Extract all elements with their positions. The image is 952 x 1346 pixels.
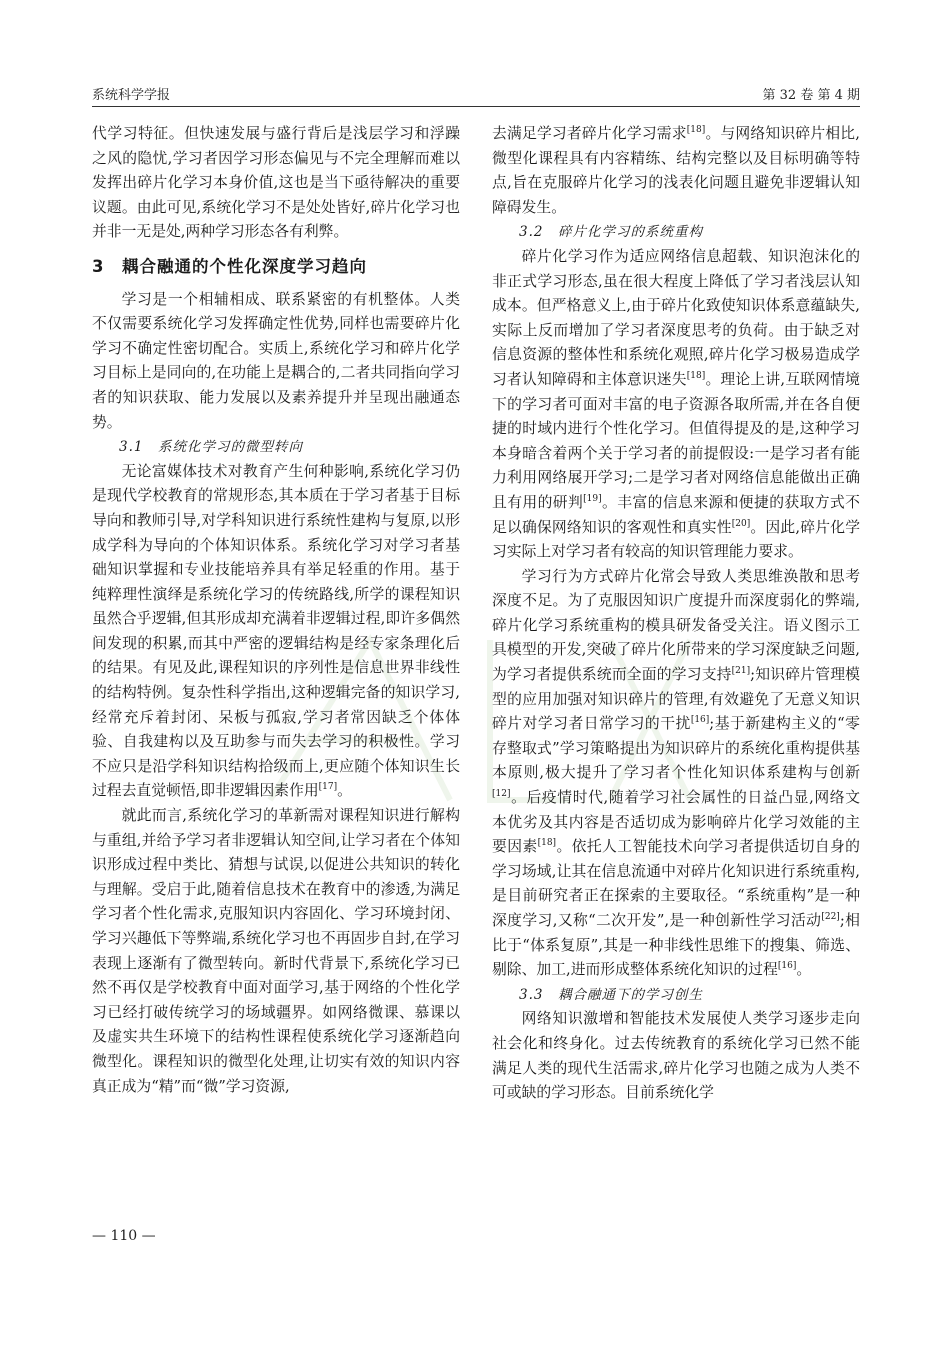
- paragraph: 代学习特征。但快速发展与盛行背后是浅层学习和浮躁之风的隐忧,学习者因学习形态偏见与不完全理解而难以发挥出碎片化学习本身价值,这也是当下亟待解决的重要议题。由此可见,系统化学习不是处处皆好,碎片化学习也并非一无是处,两种学习形态各有利弊。: [92, 125, 460, 241]
- citation: [21]: [731, 666, 751, 677]
- citation: [18]: [686, 125, 706, 136]
- subsection-heading: 3.1 系统化学习的微型转向: [119, 439, 303, 456]
- citation: [18]: [686, 371, 706, 382]
- paragraph-text: 。: [796, 961, 812, 979]
- paragraph-text: ;知识碎片管理模型的应用加强对知识碎片的管理,有效避免了无意义知识碎片对学习者日常学习的干扰: [492, 666, 860, 733]
- subsection-heading: 3.3 耦合融通下的学习创生: [519, 986, 703, 1003]
- paragraph-text: 去满足学习者碎片化学习需求: [492, 125, 687, 142]
- paragraph: 就此而言,系统化学习的革新需对课程知识进行解构与重组,并给予学习者非逻辑认知空间,让学习者在个体知识形成过程中类比、猜想与试误,以促进公共知识的转化与理解。受启于此,随着信息技术在教育中的渗透,为满足学习者个性化需求,克服知识内容固化、学习环境封闭、学习兴趣低下等弊端,系统化学习也不再固步自封,在学习表现上逐渐有了微型转向。新时代背景下,系统化学习已然不再仅是学校教育中面对面学习,基于网络的个性化学习已经打破传统学习的场域疆界。如网络微课、慕课以及虚实共生环境下的结构性课程使系统化学习逐渐趋向微型化。课程知识的微型化处理,让切实有效的知识内容真正成为“精”而“微”学习资源,: [92, 807, 460, 1095]
- citation: [20]: [731, 518, 751, 529]
- header-rule: [92, 106, 860, 107]
- paragraph-text: 。丰富的信息来源和便捷的获取方式不足以确保网络知识的客观性和真实性: [492, 493, 860, 536]
- citation: [18]: [537, 838, 557, 849]
- paragraph-text: 。依托人工智能技术向学习者提供适切自身的学习场域,让其在信息流通中对碎片化知识进行系统重构,是目前研究者正在探索的主要取径。“系统重构”是一种深度学习,又称“二次开发”,是一种创新性学习活动: [492, 838, 860, 929]
- left-column: [92, 122, 460, 1232]
- paragraph-text: 。: [337, 782, 352, 800]
- paragraph: 学习是一个相辅相成、联系紧密的有机整体。人类不仅需要系统化学习发挥确定性优势,同样也需要碎片化学习不确定性密切配合。实质上,系统化学习和碎片化学习目标上是同向的,在功能上是耦合的,二者共同指向学习者的知识获取、能力发展以及素养提升并呈现出融通态势。: [92, 290, 460, 431]
- paragraph: [492, 122, 860, 220]
- journal-name: 系统科学学报: [92, 88, 171, 103]
- right-column: [492, 122, 860, 1232]
- citation: [12]: [492, 789, 511, 800]
- citation: [19]: [583, 493, 602, 504]
- paragraph-text: 无论富媒体技术对教育产生何种影响,系统化学习仍是现代学校教育的常规形态,其本质在于学习者基于目标导向和教师引导,对学科知识进行系统性建构与复原,以形成学科为导向的个体知识体系。系统化学习对学习者基础知识掌握和专业技能培养具有举足轻重的作用。基于纯粹理性演绎是系统化学习的传统路线,所学的课程知识虽然合乎逻辑,但其形成却充满着非逻辑过程,即许多偶然间发现的积累,而其中严密的逻辑结构是经专家条理化后的结果。有见及此,课程知识的序列性是信息世界非线性的结构特例。复杂性科学指出,这种逻辑完备的知识学习,经常充斥着封闭、呆板与孤寂,学习者常因缺乏个体体验、自我建构以及互助参与而失去学习的积极性。学习不应只是沿学科知识结构拾级而上,更应随个体知识生长过程去直觉顿悟,即非逻辑因素作用: [92, 462, 460, 800]
- issue-info: 第 32 卷 第 4 期: [762, 88, 860, 103]
- paragraph: 网络知识激增和智能技术发展使人类学习逐步走向社会化和终身化。过去传统教育的系统化学习已然不能满足人类的现代生活需求,碎片化学习也随之成为人类不可或缺的学习形态。目前系统化学: [492, 1010, 860, 1102]
- citation: [17]: [318, 782, 338, 793]
- paragraph-text: 。与网络知识碎片相比,微型化课程具有内容精练、结构完整以及目标明确等特点,旨在克服碎片化学习的浅表化问题且避免非逻辑认知障碍发生。: [492, 125, 860, 216]
- paragraph-text: ;基于新建构主义的“零存整取式”学习策略提出为知识碎片的系统化重构提供基本原则,极大提升了学习者个性化知识体系建构与创新: [492, 715, 860, 782]
- paragraph-text: ;相比于“体系复原”,其是一种非线性思维下的搜集、筛选、剔除、加工,进而形成整体系统化知识的过程: [492, 912, 860, 979]
- paragraph-text: 学习行为方式碎片化常会导致人类思维涣散和思考深度不足。为了克服因知识广度提升而深度弱化的弊端,碎片化学习系统重构的模具研发备受关注。语义图示工具模型的开发,突破了碎片化所带来的学习深度缺乏问题,为学习者提供系统而全面的学习支持: [492, 567, 860, 684]
- subsection-heading: 3.2 碎片化学习的系统重构: [519, 224, 703, 241]
- page-number: — 110 —: [92, 1228, 156, 1244]
- paragraph: [92, 460, 460, 804]
- citation: [22]: [821, 912, 840, 923]
- paragraph: [492, 565, 860, 983]
- section-heading: 3 耦合融通的个性化深度学习趋向: [92, 256, 367, 276]
- paragraph-text: 。理论上讲,互联网情境下的学习者可面对丰富的电子资源各取所需,并在各自便捷的时域内进行个性化学习。但值得提及的是,这种学习本身暗含着两个关于学习者的前提假设:一是学习者有能力利用网络展开学习;二是学习者对网络信息能做出正确且有用的研判: [492, 370, 860, 511]
- citation: [16]: [690, 715, 710, 726]
- citation: [16]: [777, 961, 797, 972]
- paragraph-text: 。后疫情时代,随着学习社会属性的日益凸显,网络文本优劣及其内容是否适切成为影响碎片化学习效能的主要因素: [492, 789, 860, 856]
- paragraph: [492, 245, 860, 565]
- paragraph-text: 碎片化学习作为适应网络信息超载、知识泡沫化的非正式学习形态,虽在很大程度上降低了学习者浅层认知成本。但严格意义上,由于碎片化致使知识体系意蕴缺失,实际上反而增加了学习者深度思考的负荷。由于缺乏对信息资源的整体性和系统化观照,碎片化学习极易造成学习者认知障碍和主体意识迷失: [492, 247, 860, 388]
- paragraph-text: 。因此,碎片化学习实际上对学习者有较高的知识管理能力要求。: [492, 518, 860, 561]
